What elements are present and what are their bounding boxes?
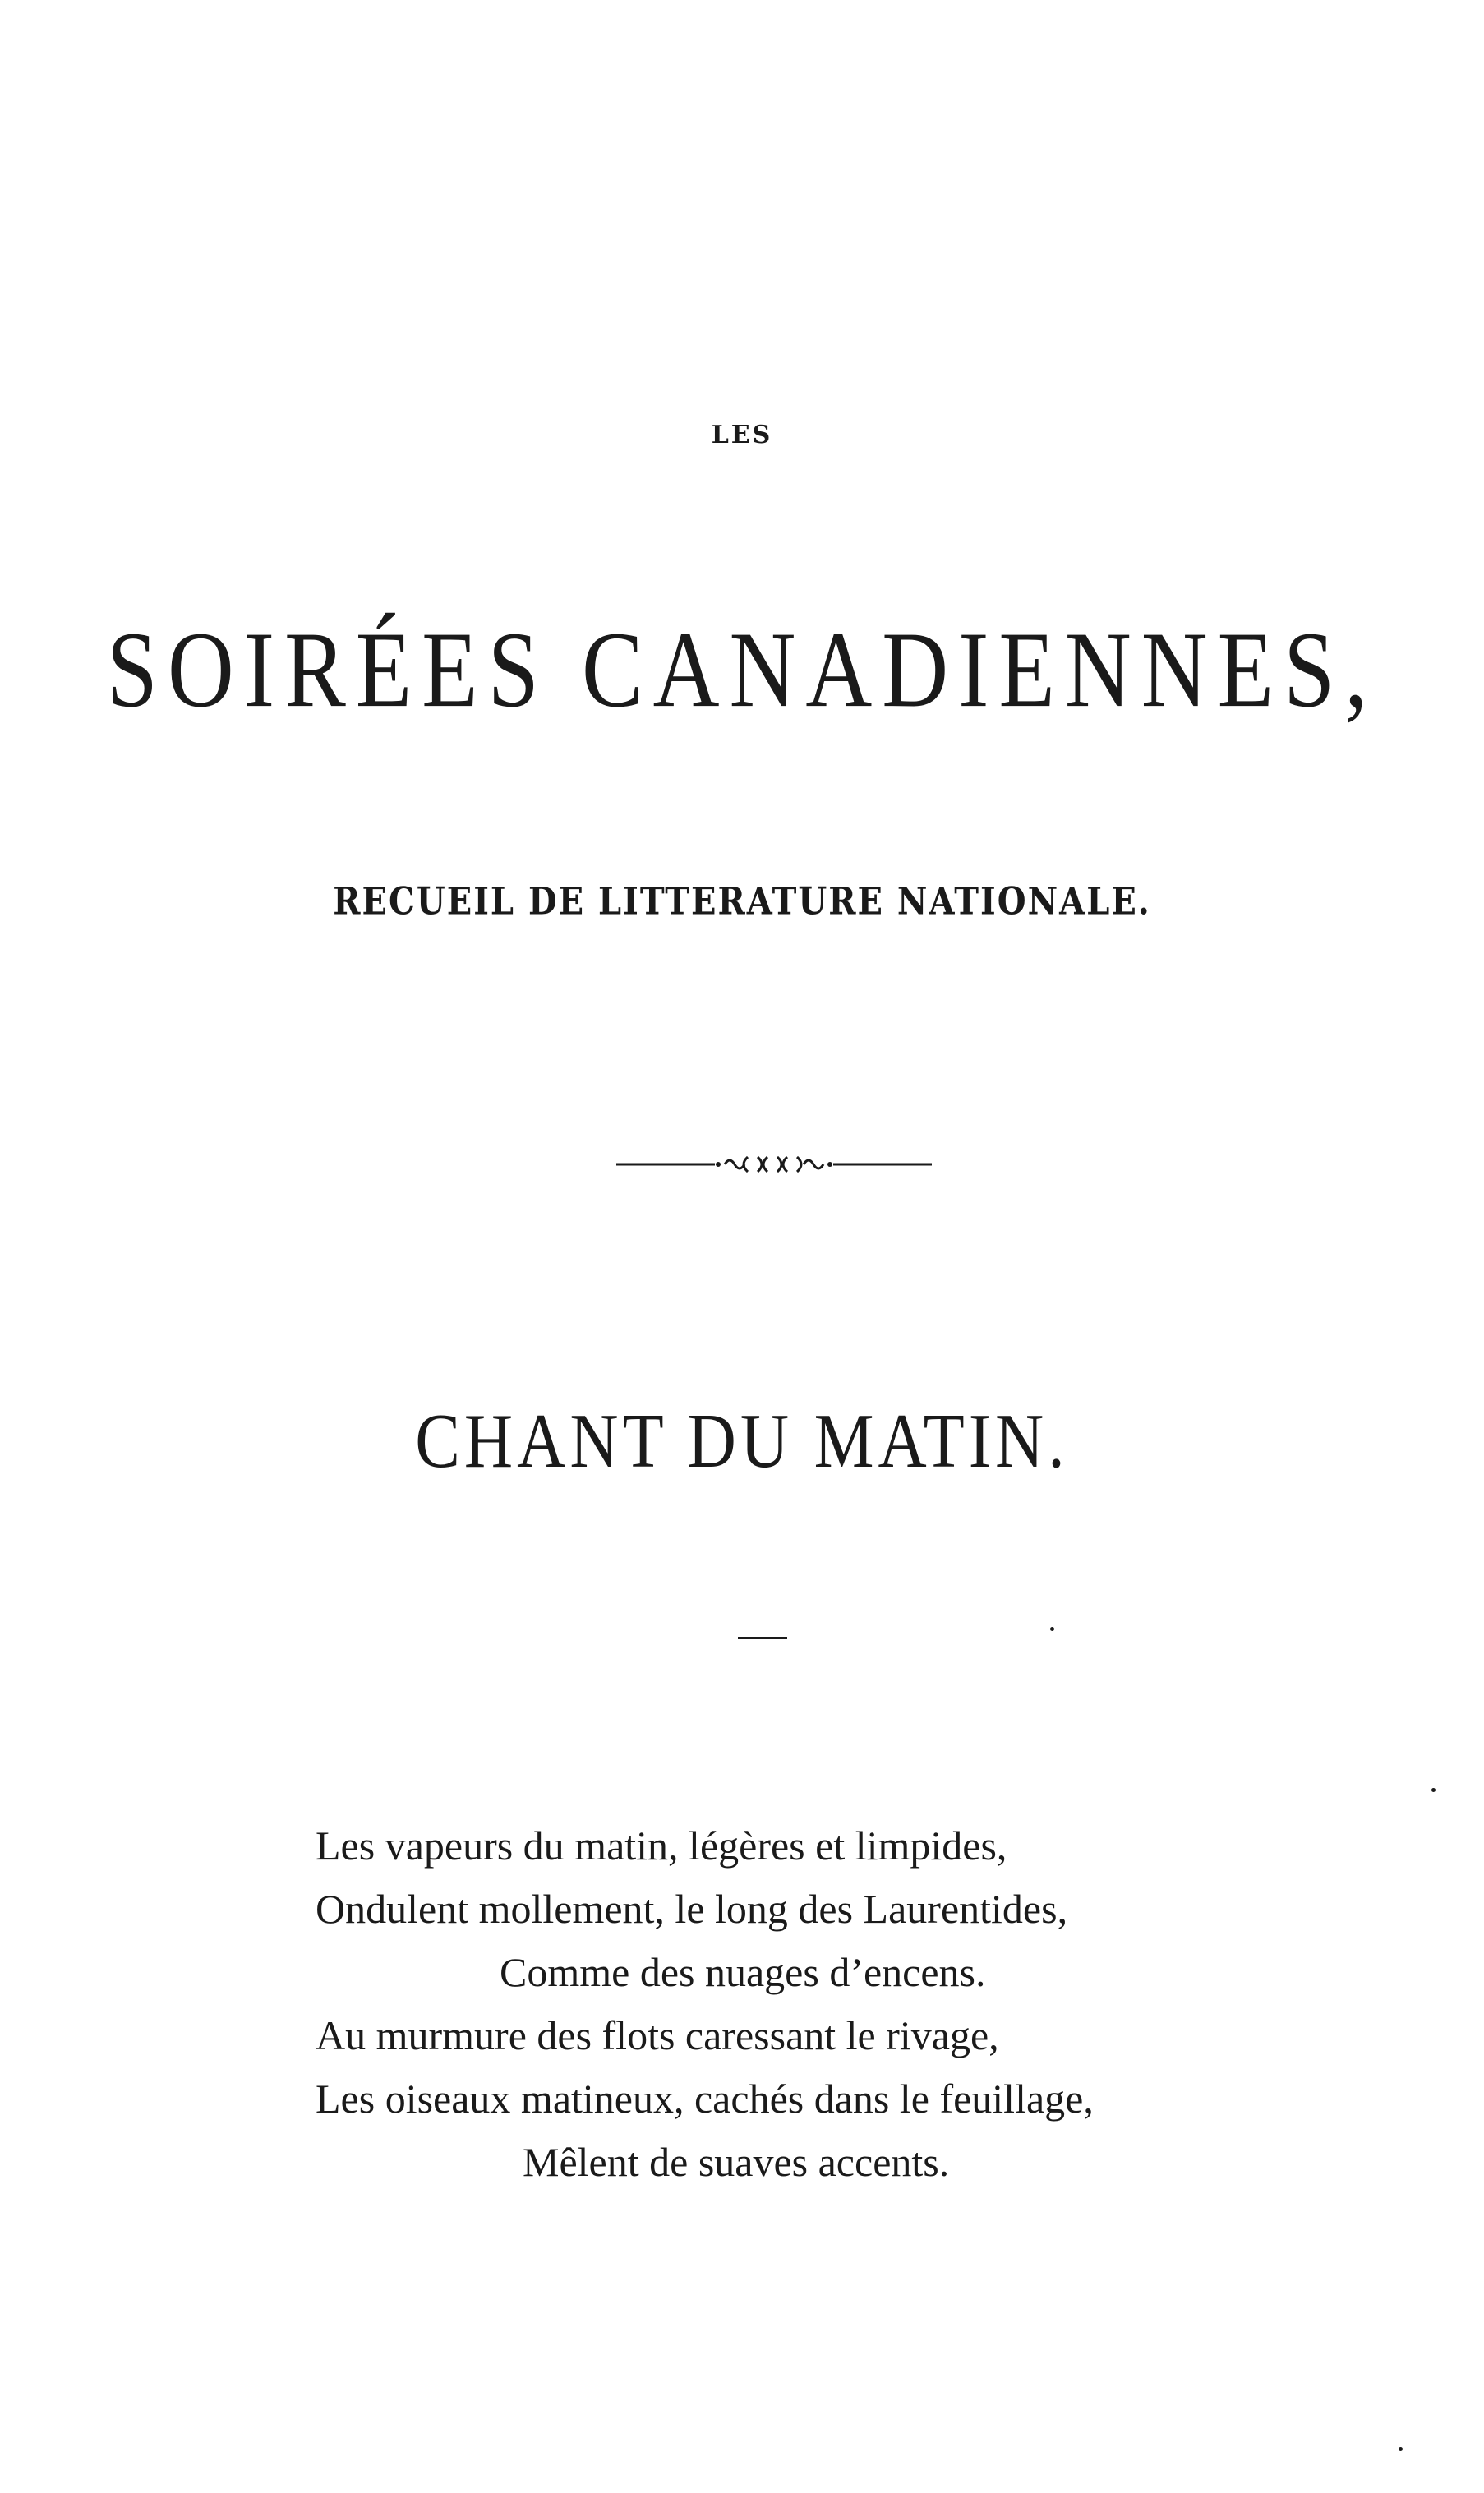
- print-speck: [1399, 2447, 1403, 2451]
- book-title: SOIRÉES CANADIENNES,: [106, 610, 1378, 730]
- short-rule: [738, 1637, 787, 1639]
- poem-line: Comme des nuages d’encens.: [500, 1949, 986, 1995]
- book-subtitle: RECUEIL DE LITTERATURE NATIONALE.: [333, 879, 1151, 924]
- ornament-divider: [616, 1154, 932, 1173]
- print-speck: [1050, 1627, 1054, 1631]
- pre-title: LES: [711, 421, 773, 449]
- poem-line: Au murmure des flots caressant le rivage,: [316, 2012, 999, 2058]
- section-title: CHANT DU MATIN.: [415, 1398, 1069, 1484]
- poem-line: Les oiseaux matineux, cachés dans le feuillage,: [316, 2076, 1094, 2122]
- poem-line: Ondulent mollement, le long des Laurentides,: [316, 1886, 1068, 1932]
- poem-line: Mêlent de suaves accents.: [523, 2139, 950, 2185]
- print-speck: [1431, 1788, 1436, 1792]
- poem-line: Les vapeurs du matin, légères et limpides,: [316, 1823, 1007, 1869]
